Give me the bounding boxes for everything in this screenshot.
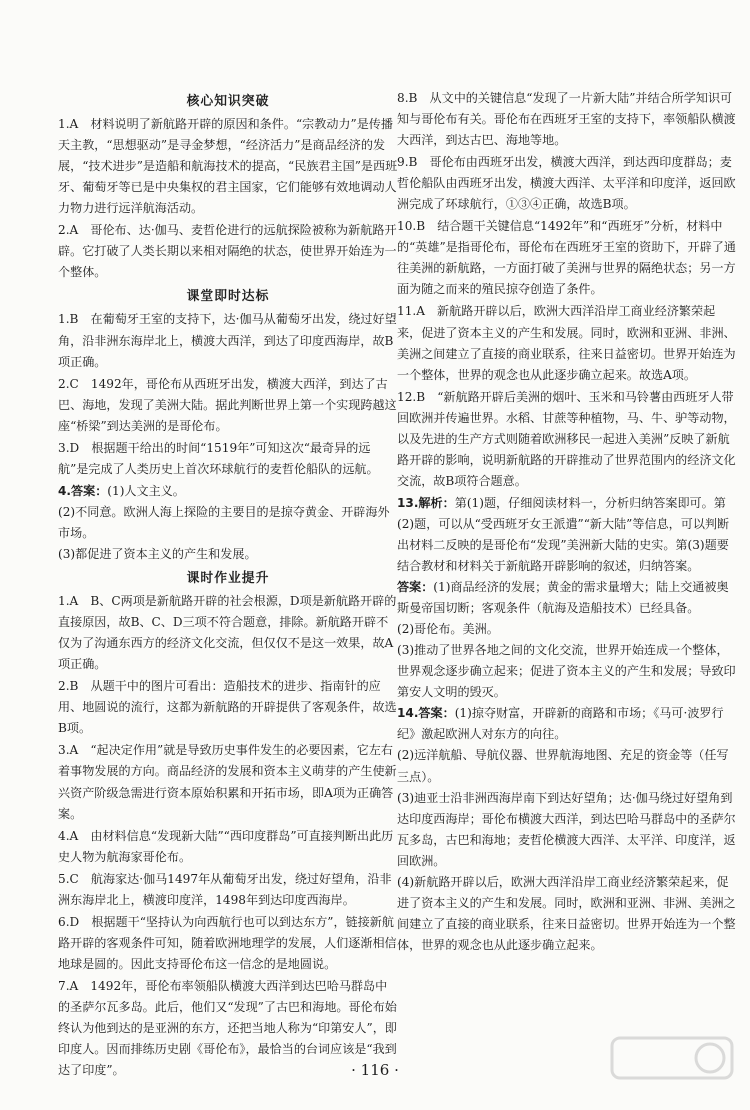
hw-item-2: 2.B 从题干中的图片可看出：造船技术的进步、指南针的应用、地圆说的流行，这都为新航路的开辟提供了客观条件，故选B项。 (58, 679, 397, 736)
answer-line: (2)不同意。欧洲人海上探险的主要目的是掠夺黄金、开辟海外市场。 (58, 504, 390, 540)
hw-item-8: 8.B 从文中的关键信息“发现了一片新大陆”并结合所学知识可知与哥伦布有关。哥伦布在西班牙王室的支持下，率领船队横渡大西洋，到达古巴、海地等地。 (397, 91, 736, 148)
hw-item-14 (397, 703, 737, 745)
hw-item-11: 11.A 新航路开辟以后，欧洲大西洋沿岸工商业经济繁荣起来，促进了资本主义的产生和发展。同时，欧洲和亚洲、非洲、美洲之间建立了直接的商业联系，往来日益密切。世界开始连为一个整体，世界的观念也从此逐步确立起来。故选A项。 (397, 304, 736, 382)
section-title-homework: 课时作业提升 (186, 571, 270, 587)
answer-label: 4.答案： (58, 483, 108, 498)
hw-item-9: 9.B 哥伦布由西班牙出发，横渡大西洋，到达西印度群岛；麦哲伦船队由西班牙出发，横渡大西洋、太平洋和印度洋，返回欧洲完成了环球航行，①③④正确，故选B项。 (397, 155, 736, 212)
hw-item-10: 10.B 结合题干关键信息“1492年”和“西班牙”分析，材料中的“英雄”是指哥伦布，哥伦布在西班牙王室的资助下，开辟了通往美洲的新航路，一方面打破了美洲与世界的隔绝状态；另一方面为随之而来的殖民掠夺创造了条件。 (397, 219, 736, 297)
section-title-classroom: 课堂即时达标 (186, 289, 270, 305)
watermark-logo (582, 1034, 742, 1104)
answer-label: 14.答案： (397, 706, 455, 721)
core-item-2: 2.A 哥伦布、达·伽马、麦哲伦进行的远航探险被称为新航路开辟。它打破了人类长期以来相对隔绝的状态，使世界开始连为一个整体。 (58, 223, 397, 280)
item14-answer-4: (4)新航路开辟以后，欧洲大西洋沿岸工商业经济繁荣起来，促进了资本主义的产生和发展。同时，欧洲和亚洲、非洲、美洲之间建立了直接的商业联系，往来日益密切。世界开始连为一个整体，世界的观念也从此逐步确立起来。 (397, 874, 736, 952)
right-column (397, 88, 737, 956)
section-title-core: 核心知识突破 (186, 94, 270, 109)
class-item-1: 1.B 在葡萄牙王室的支持下，达·伽马从葡萄牙出发，绕过好望角，沿非洲东海岸北上，横渡大西洋，到达了印度西海岸，故B项正确。 (58, 312, 397, 369)
page-number: · 116 · (351, 1061, 399, 1079)
item13-answer-3: (3)推动了世界各地之间的文化交流，世界开始连成一个整体，世界观念逐步确立起来；促进了资本主义的产生和发展；导致印第安人文明的毁灭。 (397, 643, 736, 700)
class-item-3: 3.D 根据题干给出的时间“1519年”可知这次“最奇异的远航”是完成了人类历史上首次环球航行的麦哲伦船队的远航。 (58, 440, 379, 476)
answer-label: 答案： (397, 580, 434, 595)
hw-item-12: 12.B “新航路开辟后美洲的烟叶、玉米和马铃薯由西班牙人带回欧洲并传遍世界。水稻、甘蔗等种植物，马、牛、驴等动物，以及先进的生产方式则随着欧洲移民一起进入美洲”反映了新航路开辟的影响，说明新航路的开辟推动了世界范围内的经济文化交流，故B项符合题意。 (397, 389, 736, 488)
watermark-icon (582, 1034, 742, 1104)
analysis-label: 13.解析： (397, 495, 455, 510)
hw-item-4: 4.A 由材料信息“发现新大陆”“西印度群岛”可直接判断出此历史人物为航海家哥伦布。 (58, 828, 394, 864)
core-item-1: 1.A 材料说明了新航路开辟的原因和条件。“宗教动力”是传播天主教，“思想驱动”是寻金梦想，“经济活力”是商品经济的发展，“技术进步”是造船和航海技术的提高，“民族君主国”是西班牙、葡萄牙等已是中央集权的君主国家，它们能够有效地调动人力物力进行远洋航海活动。 (58, 117, 398, 216)
item14-answer-2: (2)远洋航船、导航仪器、世界航海地图、充足的资金等（任写三点）。 (397, 748, 729, 784)
class-item-2: 2.C 1492年，哥伦布从西班牙出发，横渡大西洋，到达了古巴、海地，发现了美洲大陆。据此判断世界上第一个实现跨越这座“桥梁”到达美洲的是哥伦布。 (58, 376, 397, 433)
item14-answer-3: (3)迪亚士沿非洲西海岸南下到达好望角；达·伽马绕过好望角到达印度西海岸；哥伦布横渡大西洋，到达巴哈马群岛中的圣萨尔瓦多岛，古巴和海地；麦哲伦横渡大西洋、太平洋、印度洋，返回欧洲。 (397, 790, 736, 868)
hw-item-3: 3.A “起决定作用”就是导致历史事件发生的必要因素，它左右着事物发展的方向。商品经济的发展和资本主义萌芽的产生使新兴资产阶级急需进行资本原始积累和开拓市场，即A项为正确答案。 (58, 743, 397, 821)
answer-line: (1)商品经济的发展；黄金的需求量增大；陆上交通被奥斯曼帝国切断；客观条件（航海及造船技术）已经具备。 (397, 580, 729, 616)
answer-line: (1)人文主义。 (107, 483, 185, 498)
item13-answer-1 (397, 577, 737, 619)
hw-item-6: 6.D 根据题干“坚持认为向西航行也可以到达东方”，链接新航路开辟的客观条件可知，随着欧洲地理学的发展，人们逐渐相信地球是圆的。因此支持哥伦布这一信念的是地圆说。 (58, 914, 397, 971)
left-column (58, 88, 398, 1082)
hw-item-13 (397, 493, 737, 577)
answer-line: (3)都促进了资本主义的产生和发展。 (58, 546, 257, 561)
analysis-text: 第(1)题，仔细阅读材料一，分析归纳答案即可。第(2)题，可以从“受西班牙女王派遣”“新大陆”等信息，可以判断出材料二反映的是哥伦布“发现”美洲新大陆的史实。第(3)题要结合教材和材料关于新航路开辟影响的叙述，归纳答案。 (397, 495, 730, 574)
item13-answer-2: (2)哥伦布。美洲。 (397, 622, 499, 637)
answer-line: (1)掠夺财富，开辟新的商路和市场；《马可·波罗行纪》激起欧洲人对东方的向往。 (397, 706, 724, 742)
class-item-4 (58, 481, 398, 502)
hw-item-1: 1.A B、C两项是新航路开辟的社会根源，D项是新航路开辟的直接原因，故B、C、D三项不符合题意，排除。新航路开辟不仅为了沟通东西方的经济文化交流，但仅仅不是这一效果，故A项正确。 (58, 594, 397, 672)
hw-item-5: 5.C 航海家达·伽马1497年从葡萄牙出发，绕过好望角，沿非洲东海岸北上，横渡印度洋，1498年到达印度西海岸。 (58, 871, 392, 907)
hw-item-7: 7.A 1492年，哥伦布率领船队横渡大西洋到达巴哈马群岛中的圣萨尔瓦多岛。此后，他们又“发现”了古巴和海地。哥伦布始终认为他到达的是亚洲的东方，还把当地人称为“印第安人”，即印度人。因而排练历史剧《哥伦布》，最恰当的台词应该是“我到达了印度”。 (58, 978, 397, 1078)
